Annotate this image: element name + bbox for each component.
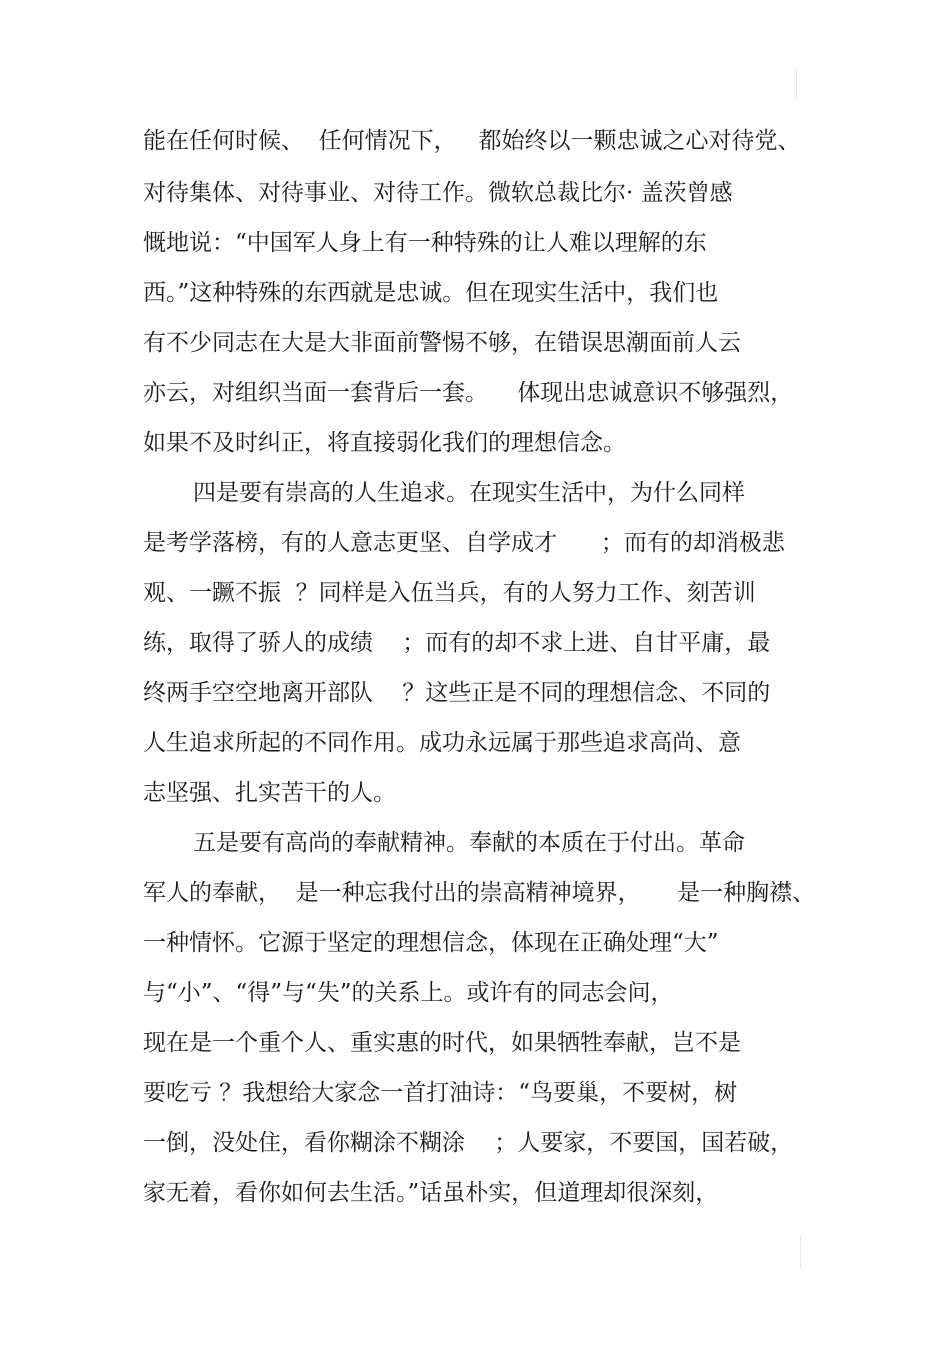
- bottom-right-margin-mark: [800, 1236, 801, 1268]
- paragraph-first-line: 四是要有崇高的人生追求。在现实生活中，为什么同样: [193, 480, 745, 506]
- text-line: 与“小”、“得”与“失”的关系上。或许有的同志会问，: [143, 980, 674, 1006]
- text-line: 要吃亏 ？我想给大家念一首打油诗：“鸟要巢，不要树，树: [143, 1080, 738, 1106]
- text-line: 有不少同志在大是大非面前警惕不够，在错误思潮面前人云: [143, 330, 741, 356]
- paragraph-first-line: 五是要有高尚的奉献精神。奉献的本质在于付出。革命: [193, 830, 745, 856]
- text-line: 现在是一个重个人、重实惠的时代，如果牺牲奉献，岂不是: [143, 1030, 741, 1056]
- text-line: 练，取得了骄人的成绩 ；而有的却不求上进、自甘平庸，最: [143, 630, 771, 656]
- text-line: 对待集体、对待事业、对待工作。微软总裁比尔· 盖茨曾感: [143, 180, 733, 206]
- text-line: 西。”这种特殊的东西就是忠诚。但在现实生活中，我们也: [143, 280, 719, 306]
- text-line: 一种情怀。它源于坚定的理想信念，体现在正确处理“大”: [143, 930, 719, 956]
- text-line: 亦云，对组织当面一套背后一套。 体现出忠诚意识不够强烈，: [143, 380, 794, 406]
- text-line: 慨地说：“中国军人身上有一种特殊的让人难以理解的东: [143, 230, 707, 256]
- text-line: 如果不及时纠正，将直接弱化我们的理想信念。: [143, 430, 626, 456]
- text-line: 能在任何时候、 任何情况下， 都始终以一颗忠诚之心对待党、: [143, 128, 801, 154]
- text-line: 观、一蹶不振 ？同样是入伍当兵，有的人努力工作、刻苦训: [143, 580, 756, 606]
- top-right-margin-mark: [796, 68, 797, 100]
- text-line: 终两手空空地离开部队 ？这些正是不同的理想信念、不同的: [143, 680, 771, 706]
- text-line: 家无着，看你如何去生活。”话虽朴实，但道理却很深刻，: [143, 1180, 719, 1206]
- text-line: 人生追求所起的不同作用。成功永远属于那些追求高尚、意: [143, 730, 741, 756]
- text-line: 志坚强、扎实苦干的人。: [143, 780, 396, 806]
- text-line: 军人的奉献， 是一种忘我付出的崇高精神境界， 是一种胸襟、: [143, 880, 816, 906]
- text-line: 是考学落榜，有的人意志更坚、自学成才 ；而有的却消极悲: [143, 530, 785, 556]
- text-line: 一倒，没处住，看你糊涂不糊涂 ；人要家，不要国，国若破，: [143, 1130, 794, 1156]
